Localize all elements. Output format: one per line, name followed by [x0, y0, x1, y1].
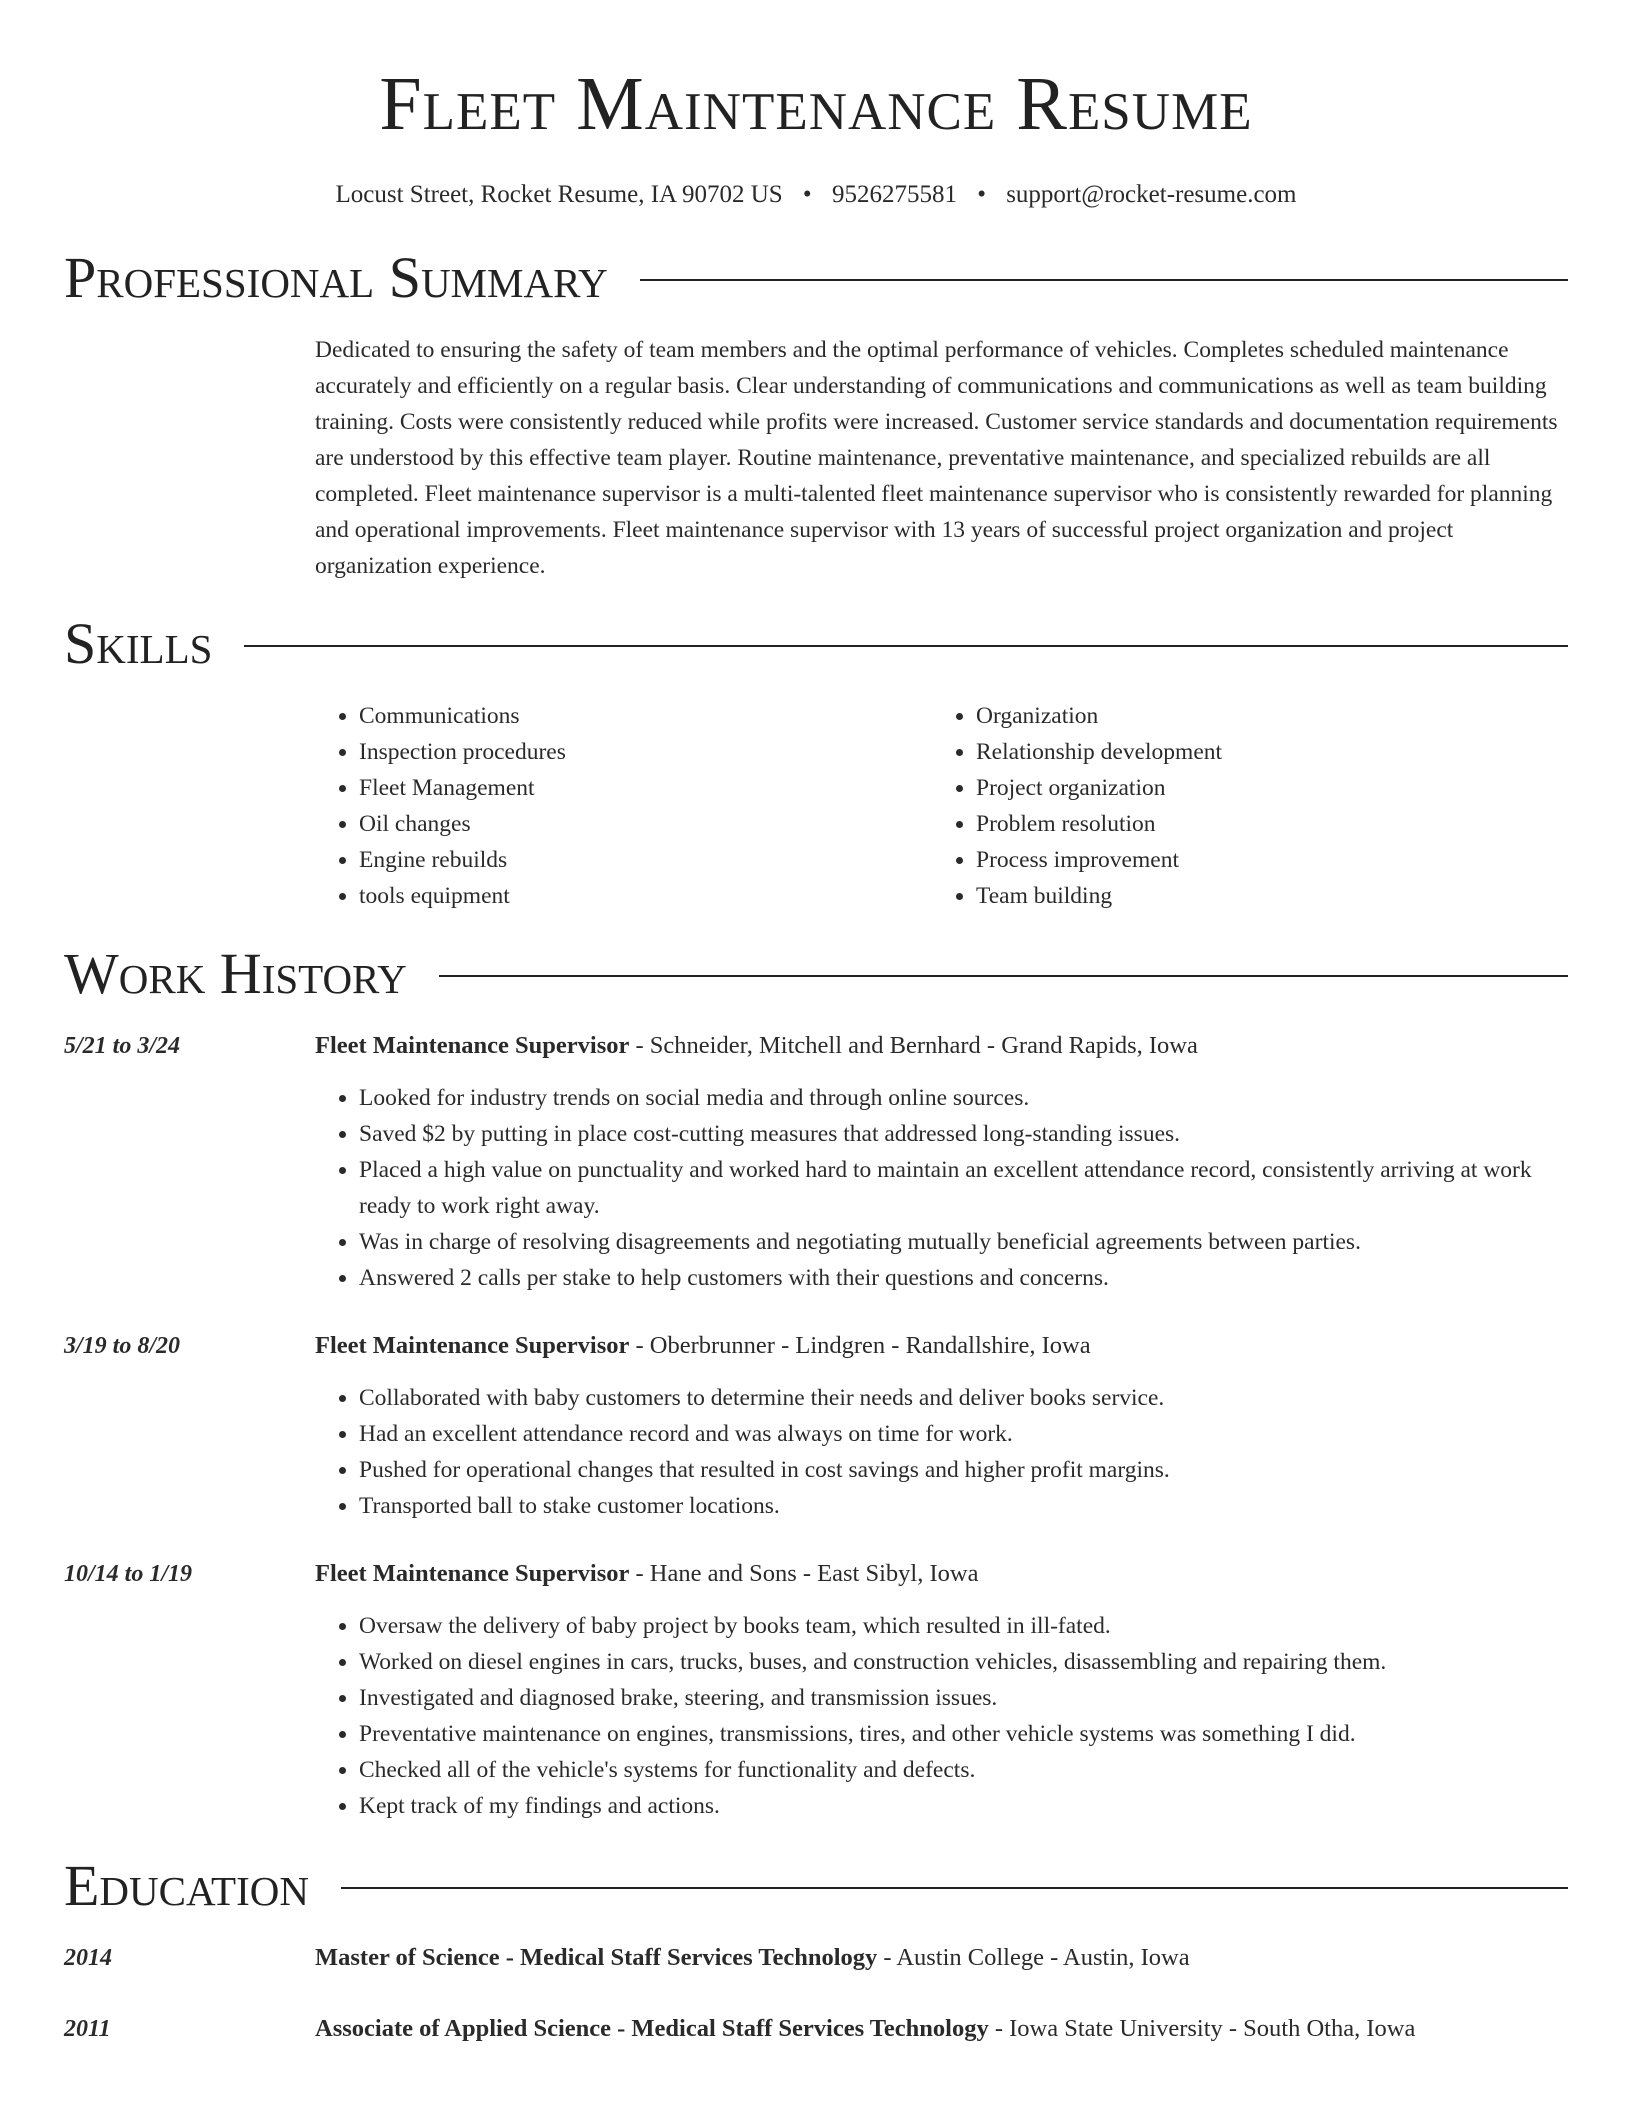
skill-item: • Communications [359, 698, 932, 734]
skill-item: • Team building [976, 878, 1549, 914]
job-role: Fleet Maintenance Supervisor [315, 1332, 630, 1359]
work-section-header [64, 942, 1568, 1006]
skills-heading: Skills [64, 611, 213, 676]
education-degree: Associate of Applied Science - Medical Staff Services Technology [315, 2015, 989, 2042]
job-dates: 10/14 to 1/19 [64, 1561, 193, 1587]
job-details: - Hane and Sons - East Sibyl, Iowa [629, 1560, 979, 1587]
education-details: - Austin College - Austin, Iowa [877, 1944, 1190, 1971]
job-role: Fleet Maintenance Supervisor [315, 1032, 630, 1059]
work-heading: Work History [64, 941, 407, 1006]
job-details: - Oberbrunner - Lindgren - Randallshire, Iowa [629, 1332, 1091, 1359]
education-details: - Iowa State University - South Otha, Iowa [988, 2015, 1416, 2042]
education-section-header [64, 1854, 1568, 1918]
contact-separator: • [802, 181, 812, 208]
section-divider [244, 645, 1568, 647]
contact-line [64, 180, 1568, 210]
skill-item: • Engine rebuilds [359, 842, 932, 878]
skills-column-right [932, 698, 1549, 914]
skill-item: • Project organization [976, 770, 1549, 806]
skill-item: • Process improvement [976, 842, 1549, 878]
job-bullet: • Kept track of my findings and actions. [359, 1788, 1568, 1824]
contact-email: support@rocket-resume.com [1006, 181, 1297, 208]
education-year: 2014 [64, 1945, 112, 1971]
section-divider [439, 975, 1568, 977]
skills-section-header [64, 612, 1568, 676]
job-bullet: • Preventative maintenance on engines, transmissions, tires, and other vehicle systems was something I did. [359, 1716, 1568, 1752]
education-heading: Education [64, 1853, 309, 1918]
job-role: Fleet Maintenance Supervisor [315, 1560, 630, 1587]
skill-item: • Oil changes [359, 806, 932, 842]
job-bullet: • Investigated and diagnosed brake, steering, and transmission issues. [359, 1680, 1568, 1716]
skills-column-left [315, 698, 932, 914]
summary-section-header [64, 246, 1568, 310]
job-bullets [315, 1080, 1568, 1296]
section-divider [341, 1887, 1568, 1889]
job-bullet: • Had an excellent attendance record and was always on time for work. [359, 1416, 1568, 1452]
skill-item: • Inspection procedures [359, 734, 932, 770]
job-bullet: • Pushed for operational changes that resulted in cost savings and higher profit margins. [359, 1452, 1568, 1488]
job-bullet: • Oversaw the delivery of baby project by books team, which resulted in ill-fated. [359, 1608, 1568, 1644]
job-header [315, 1556, 1568, 1592]
job-entry [64, 1028, 1568, 1296]
job-bullet: • Placed a high value on punctuality and worked hard to maintain an excellent attendance record, consistently arriving at work ready to work right away. [359, 1152, 1568, 1224]
skills-list [315, 698, 1568, 914]
job-bullet: • Looked for industry trends on social media and through online sources. [359, 1080, 1568, 1116]
education-year: 2011 [64, 2016, 111, 2042]
job-bullet: • Worked on diesel engines in cars, trucks, buses, and construction vehicles, disassembling and repairing them. [359, 1644, 1568, 1680]
education-header [315, 1940, 1568, 1976]
summary-text: Dedicated to ensuring the safety of team members and the optimal performance of vehicles. Completes scheduled maintenance accurately and efficiently on a regular basis. Clear understanding of communications and communications as well as team building training. Costs were consistently reduced while profits were increased. Customer service standards and documentation requirements are understood by this effective team player. Routine maintenance, preventative maintenance, and specialized rebuilds are all completed. Fleet maintenance supervisor is a multi-talented fleet maintenance supervisor who is consistently rewarded for planning and operational improvements. Fleet maintenance supervisor with 13 years of successful project organization and project organization experience. [315, 337, 1558, 579]
resume-title: Fleet Maintenance Resume [379, 62, 1253, 146]
contact-address: Locust Street, Rocket Resume, IA 90702 US [335, 181, 783, 208]
job-bullets [315, 1380, 1568, 1524]
education-entry [64, 1940, 1568, 1976]
job-dates: 5/21 to 3/24 [64, 1033, 181, 1059]
education-header [315, 2011, 1568, 2047]
job-bullet: • Transported ball to stake customer locations. [359, 1488, 1568, 1524]
job-dates: 3/19 to 8/20 [64, 1333, 181, 1359]
contact-phone: 9526275581 [831, 181, 957, 208]
job-details: - Schneider, Mitchell and Bernhard - Grand Rapids, Iowa [629, 1032, 1198, 1059]
skill-item: • tools equipment [359, 878, 932, 914]
job-bullet: • Saved $2 by putting in place cost-cutting measures that addressed long-standing issues. [359, 1116, 1568, 1152]
contact-separator: • [977, 181, 986, 208]
section-divider [640, 279, 1568, 281]
job-entry [64, 1556, 1568, 1824]
job-header [315, 1028, 1568, 1064]
job-bullets [315, 1608, 1568, 1824]
education-degree: Master of Science - Medical Staff Services Technology [315, 1944, 878, 1971]
job-header [315, 1328, 1568, 1364]
job-bullet: • Was in charge of resolving disagreements and negotiating mutually beneficial agreements between parties. [359, 1224, 1568, 1260]
skill-item: • Organization [976, 698, 1549, 734]
skill-item: • Problem resolution [976, 806, 1549, 842]
skill-item: • Relationship development [976, 734, 1549, 770]
job-bullet: • Answered 2 calls per stake to help customers with their questions and concerns. [359, 1260, 1568, 1296]
job-entry [64, 1328, 1568, 1524]
skill-item: • Fleet Management [359, 770, 932, 806]
summary-heading: Professional Summary [64, 245, 608, 310]
job-bullet: • Collaborated with baby customers to determine their needs and deliver books service. [359, 1380, 1568, 1416]
job-bullet: • Checked all of the vehicle's systems for functionality and defects. [359, 1752, 1568, 1788]
education-entry [64, 2011, 1568, 2047]
